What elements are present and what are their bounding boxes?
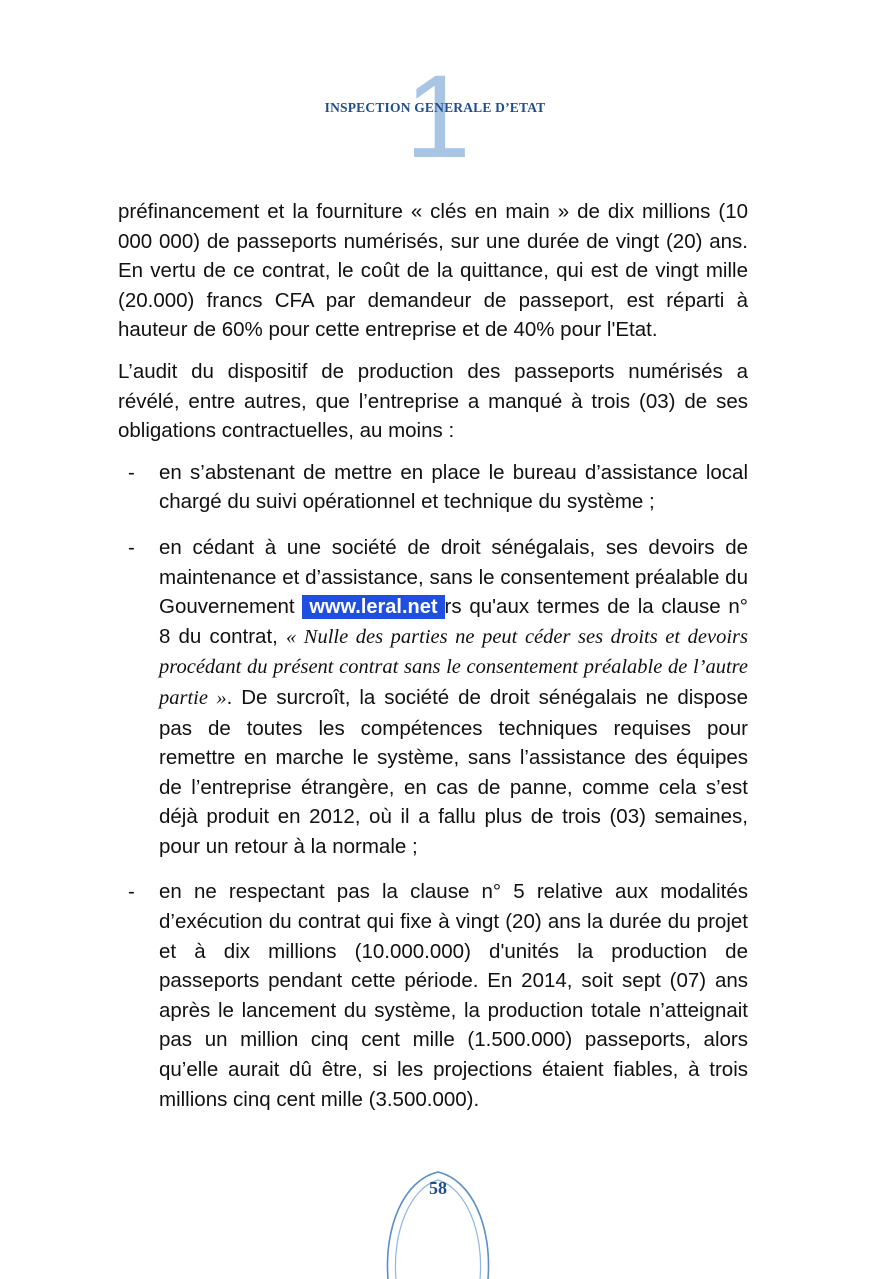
bullet-item-2-part1: en cédant à une société de droit sénégalais, ses devoirs de maintenance et d’assistance, sans le consentement préalable du Gouvernement <box>159 535 748 619</box>
bullet-dash: - <box>128 880 135 904</box>
bullet-list <box>118 458 748 1114</box>
contract-quote: « Nulle des parties ne peut céder ses droits et devoirs procédant du présent contrat sans le consentement préalable de l’autre partie » <box>159 625 748 709</box>
bullet-item-2-part3: . De surcroît, la société de droit sénégalais ne dispose pas de toutes les compétences techniques requises pour remettre en marche le système, sans l’assistance des équipes de l’entreprise étrangère, en cas de panne, comme cela s’est déjà produit en 2012, où il a fallu plus de trois (03) semaines, pour un retour à la normale ; <box>159 685 749 858</box>
page-footer <box>380 1166 496 1279</box>
bullet-item-3-text: en ne respectant pas la clause n° 5 relative aux modalités d’exécution du contrat qui fixe à vingt (20) ans la durée du projet et à dix millions (10.000.000) d'unités la production de passeports pendant cette période. En 2014, soit sept (07) ans après le lancement du système, la production totale n’atteignait pas un million cinq cent mille (1.500.000) passeports, alors qu’elle aurait dû être, si les projections étaient fiables, à trois millions cinq cent mille (3.500.000). <box>159 880 748 1111</box>
bullet-dash: - <box>128 460 135 484</box>
bullet-item-2 <box>118 533 748 862</box>
bullet-item-2-part2: rs qu'aux termes de la clause n° 8 du contrat, <box>159 595 748 648</box>
paragraph-1: préfinancement et la fourniture « clés en main » de dix millions (10 000 000) de passeports numérisés, sur une durée de vingt (20) ans. En vertu de ce contrat, le coût de la quittance, qui est de vingt mille (20.000) francs CFA par demandeur de passeport, est réparti à hauteur de 60% pour cette entreprise et de 40% pour l'Etat. <box>118 200 748 342</box>
bullet-item-1-text: en s’abstenant de mettre en place le bureau d’assistance local chargé du suivi opérationnel et technique du système ; <box>159 460 748 514</box>
chapter-number: 1 <box>405 51 471 183</box>
bullet-item-1 <box>118 458 748 517</box>
bullet-dash: - <box>128 535 135 559</box>
paragraph-2: L’audit du dispositif de production des passeports numérisés a révélé, entre autres, que l’entreprise a manqué à trois (03) de ses obligations contractuelles, au moins : <box>118 359 748 443</box>
page-header <box>0 51 870 183</box>
bullet-item-3 <box>118 877 748 1114</box>
header-title: INSPECTION GENERALE D’ETAT <box>324 100 546 115</box>
page-body <box>118 197 748 1130</box>
page-number: 58 <box>429 1178 447 1198</box>
watermark-link[interactable]: www.leral.net <box>302 595 444 619</box>
